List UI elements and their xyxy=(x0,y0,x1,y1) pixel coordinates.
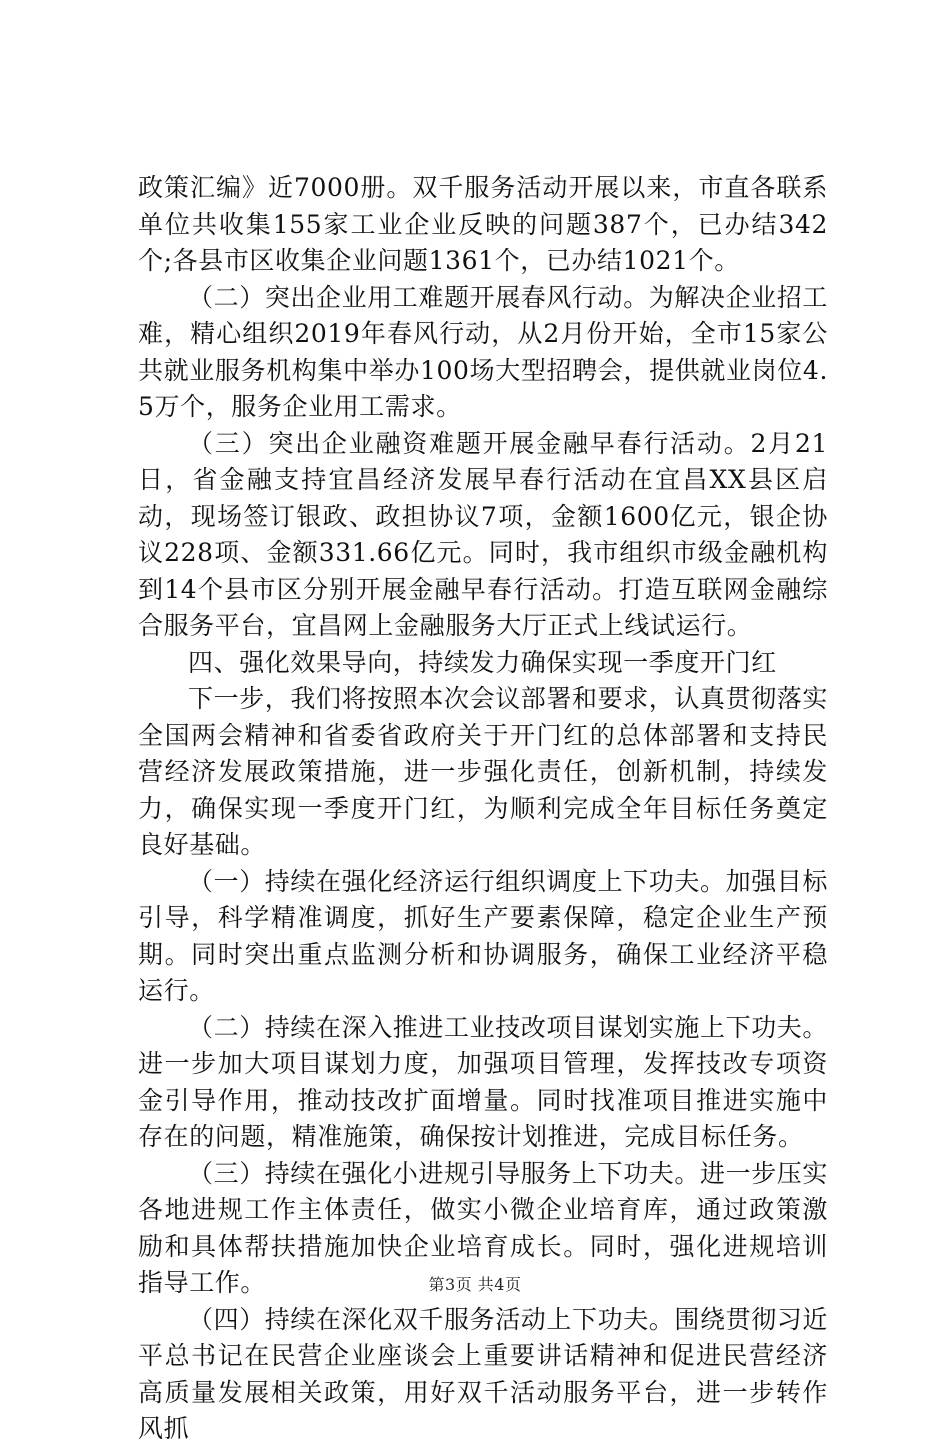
paragraph-item-four: （四）持续在深化双千服务活动上下功夫。围绕贯彻习近平总书记在民营企业座谈会上重要讲话精神和促进民营经济高质量发展相关政策，用好双千活动服务平台，进一步转作风抓 xyxy=(138,1304,829,1443)
paragraph-finance-spring: （三）突出企业融资难题开展金融早春行活动。2月21日，省金融支持宜昌经济发展早春行活动在宜昌XX县区启动，现场签订银政、政担协议7项，金额1600亿元，银企协议228项、金额331.66亿元。同时，我市组织市级金融机构到14个县市区分别开展金融早春行活动。打造互联网金融综合服务平台，宜昌网上金融服务大厅正式上线试运行。 xyxy=(138,428,828,640)
paragraph-item-three: （三）持续在强化小进规引导服务上下功夫。进一步压实各地进规工作主体责任，做实小微企业培育库，通过政策激励和具体帮扶措施加快企业培育成长。同时，强化进规培训指导工作。 xyxy=(138,1158,829,1297)
paragraph-spring-breeze: （二）突出企业用工难题开展春风行动。为解决企业招工难，精心组织2019年春风行动，从2月份开始，全市15家公共就业服务机构集中举办100场大型招聘会，提供就业岗位4.5万个，服务企业用工需求。 xyxy=(138,282,829,421)
section-heading-four: 四、强化效果导向，持续发力确保实现一季度开门红 xyxy=(188,647,777,677)
paragraph-continuation: 政策汇编》近7000册。双千服务活动开展以来，市直各联系单位共收集155家工业企业反映的问题387个，已办结342个;各县市区收集企业问题1361个，已办结1021个。 xyxy=(138,173,828,275)
document-body xyxy=(138,170,828,1448)
page-number-footer: 第3页 共4页 xyxy=(428,1275,522,1294)
paragraph-next-steps: 下一步，我们将按照本次会议部署和要求，认真贯彻落实全国两会精神和省委省政府关于开门红的总体部署和支持民营经济发展政策措施，进一步强化责任，创新机制，持续发力，确保实现一季度开门红，为顺利完成全年目标任务奠定良好基础。 xyxy=(138,684,829,859)
paragraph-item-two: （二）持续在深入推进工业技改项目谋划实施上下功夫。进一步加大项目谋划力度，加强项目管理，发挥技改专项资金引导作用，推动技改扩面增量。同时找准项目推进实施中存在的问题，精准施策，确保按计划推进，完成目标任务。 xyxy=(138,1012,829,1151)
paragraph-item-one: （一）持续在强化经济运行组织调度上下功夫。加强目标引导，科学精准调度，抓好生产要素保障，稳定企业生产预期。同时突出重点监测分析和协调服务，确保工业经济平稳运行。 xyxy=(138,866,829,1005)
